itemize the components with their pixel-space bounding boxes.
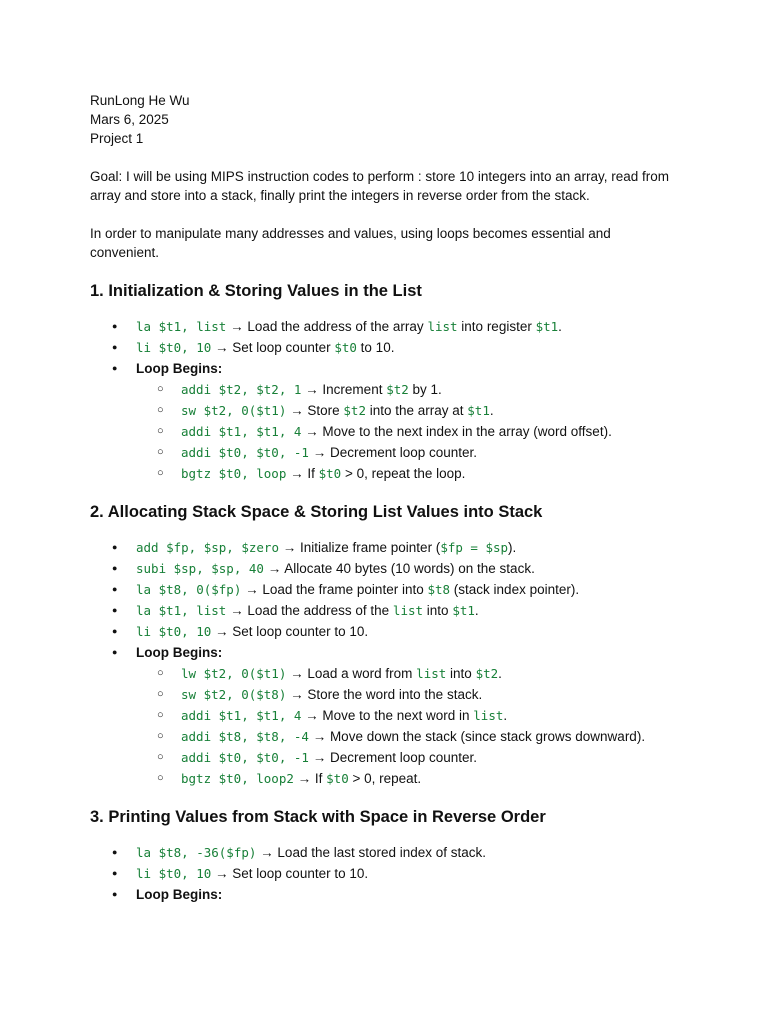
item-text: → Initialize frame pointer (	[279, 540, 441, 555]
code-snippet: $t1	[452, 603, 475, 618]
code-snippet: addi $t0, $t0, -1	[181, 750, 309, 765]
item-text: → Load the frame pointer into	[241, 582, 428, 597]
code-snippet: $t0	[318, 466, 342, 481]
code-snippet: la $t8, -36($fp)	[136, 845, 257, 860]
item-text: → Move to the next index in the array (word offset).	[301, 424, 612, 439]
item-text: → If	[286, 466, 319, 481]
item-text: → Move down the stack (since stack grows downward).	[308, 729, 646, 744]
sub-list-item	[90, 379, 680, 400]
item-text: → Set loop counter	[211, 340, 335, 355]
list-item	[90, 863, 680, 884]
code-snippet: $t1	[467, 403, 490, 418]
code-snippet: sw $t2, 0($t8)	[181, 687, 287, 702]
list-item	[90, 884, 680, 905]
document-body	[90, 91, 680, 905]
code-snippet: sw $t2, 0($t1)	[181, 403, 287, 418]
item-text: → Store	[286, 403, 344, 418]
code-snippet: add $fp, $sp, $zero	[136, 540, 279, 555]
bullet-list	[90, 537, 680, 789]
list-item	[90, 642, 680, 789]
sub-list	[90, 379, 680, 484]
item-text: into the array at	[365, 403, 468, 418]
sub-list-item	[90, 400, 680, 421]
goal-paragraph: Goal: I will be using MIPS instruction codes to perform : store 10 integers into an array, read from array and store into a stack, finally print the integers in reverse order from the stack.	[90, 169, 670, 203]
list-item	[90, 558, 680, 579]
sub-list-item	[90, 768, 680, 789]
list-item	[90, 337, 680, 358]
item-text: → Set loop counter to 10.	[211, 866, 369, 881]
item-text: → Load a word from	[286, 666, 417, 681]
item-text: → Decrement loop counter.	[308, 445, 478, 460]
sub-list-item	[90, 663, 680, 684]
code-snippet: bgtz $t0, loop2	[181, 771, 294, 786]
section-heading: 2. Allocating Stack Space & Storing List Values into Stack	[90, 503, 543, 521]
loop-label: Loop Begins:	[136, 361, 223, 376]
sub-list-item	[90, 442, 680, 463]
bullet-list	[90, 316, 680, 484]
code-snippet: $t2	[386, 382, 409, 397]
code-snippet: $fp = $sp	[440, 540, 509, 555]
item-text: by 1.	[408, 382, 442, 397]
bullet-list	[90, 842, 680, 905]
list-item	[90, 537, 680, 558]
item-text: → Store the word into the stack.	[286, 687, 483, 702]
item-text: > 0, repeat the loop.	[341, 466, 466, 481]
code-snippet: addi $t8, $t8, -4	[181, 729, 309, 744]
list-item	[90, 842, 680, 863]
section-heading: 1. Initialization & Storing Values in the List	[90, 282, 422, 300]
intro-paragraph: In order to manipulate many addresses and values, using loops becomes essential and convenient.	[90, 226, 611, 260]
sub-list-item	[90, 684, 680, 705]
code-snippet: la $t1, list	[136, 319, 227, 334]
section-heading: 3. Printing Values from Stack with Space in Reverse Order	[90, 808, 546, 826]
item-text: → Set loop counter to 10.	[211, 624, 369, 639]
item-text: → Load the address of the array	[226, 319, 428, 334]
code-snippet: addi $t1, $t1, 4	[181, 708, 302, 723]
code-snippet: li $t0, 10	[136, 866, 212, 881]
document-date: Mars 6, 2025	[90, 112, 169, 127]
item-text: → Decrement loop counter.	[308, 750, 478, 765]
item-text: .	[558, 319, 562, 334]
sub-list	[90, 663, 680, 789]
item-text: > 0, repeat.	[348, 771, 422, 786]
code-snippet: lw $t2, 0($t1)	[181, 666, 287, 681]
sub-list-item	[90, 463, 680, 484]
code-snippet: la $t1, list	[136, 603, 227, 618]
sub-list-item	[90, 705, 680, 726]
code-snippet: list	[427, 319, 458, 334]
list-item	[90, 600, 680, 621]
item-text: → Load the last stored index of stack.	[256, 845, 487, 860]
sub-list-item	[90, 747, 680, 768]
code-snippet: addi $t1, $t1, 4	[181, 424, 302, 439]
item-text: ).	[508, 540, 517, 555]
code-snippet: $t2	[475, 666, 499, 681]
code-snippet: list	[416, 666, 447, 681]
list-item	[90, 358, 680, 484]
code-snippet: $t1	[535, 319, 559, 334]
sub-list-item	[90, 726, 680, 747]
item-text: into register	[457, 319, 536, 334]
code-snippet: $t0	[326, 771, 349, 786]
code-snippet: addi $t0, $t0, -1	[181, 445, 309, 460]
code-snippet: list	[392, 603, 424, 618]
sub-list-item	[90, 421, 680, 442]
item-text: → Move to the next word in	[301, 708, 474, 723]
code-snippet: $t0	[334, 340, 357, 355]
list-item	[90, 316, 680, 337]
list-item	[90, 579, 680, 600]
item-text: → Load the address of the	[226, 603, 393, 618]
item-text: .	[503, 708, 508, 723]
sections-container	[90, 280, 680, 905]
code-snippet: $t8	[427, 582, 451, 597]
code-snippet: list	[473, 708, 504, 723]
code-snippet: li $t0, 10	[136, 340, 212, 355]
loop-label: Loop Begins:	[136, 645, 223, 660]
list-item	[90, 621, 680, 642]
author-name: RunLong He Wu	[90, 93, 190, 108]
item-text: into	[446, 666, 476, 681]
item-text: .	[489, 403, 494, 418]
item-text: (stack index pointer).	[450, 582, 580, 597]
code-snippet: li $t0, 10	[136, 624, 212, 639]
item-text: → If	[293, 771, 327, 786]
code-snippet: subi $sp, $sp, 40	[136, 561, 264, 576]
item-text: .	[474, 603, 479, 618]
code-snippet: bgtz $t0, loop	[181, 466, 287, 481]
item-text: → Allocate 40 bytes (10 words) on the stack.	[263, 561, 535, 576]
code-snippet: $t2	[343, 403, 366, 418]
item-text: → Increment	[301, 382, 387, 397]
code-snippet: la $t8, 0($fp)	[136, 582, 242, 597]
item-text: .	[498, 666, 502, 681]
code-snippet: addi $t2, $t2, 1	[181, 382, 302, 397]
loop-label: Loop Begins:	[136, 887, 223, 902]
item-text: to 10.	[356, 340, 395, 355]
project-title: Project 1	[90, 131, 144, 146]
item-text: into	[423, 603, 453, 618]
